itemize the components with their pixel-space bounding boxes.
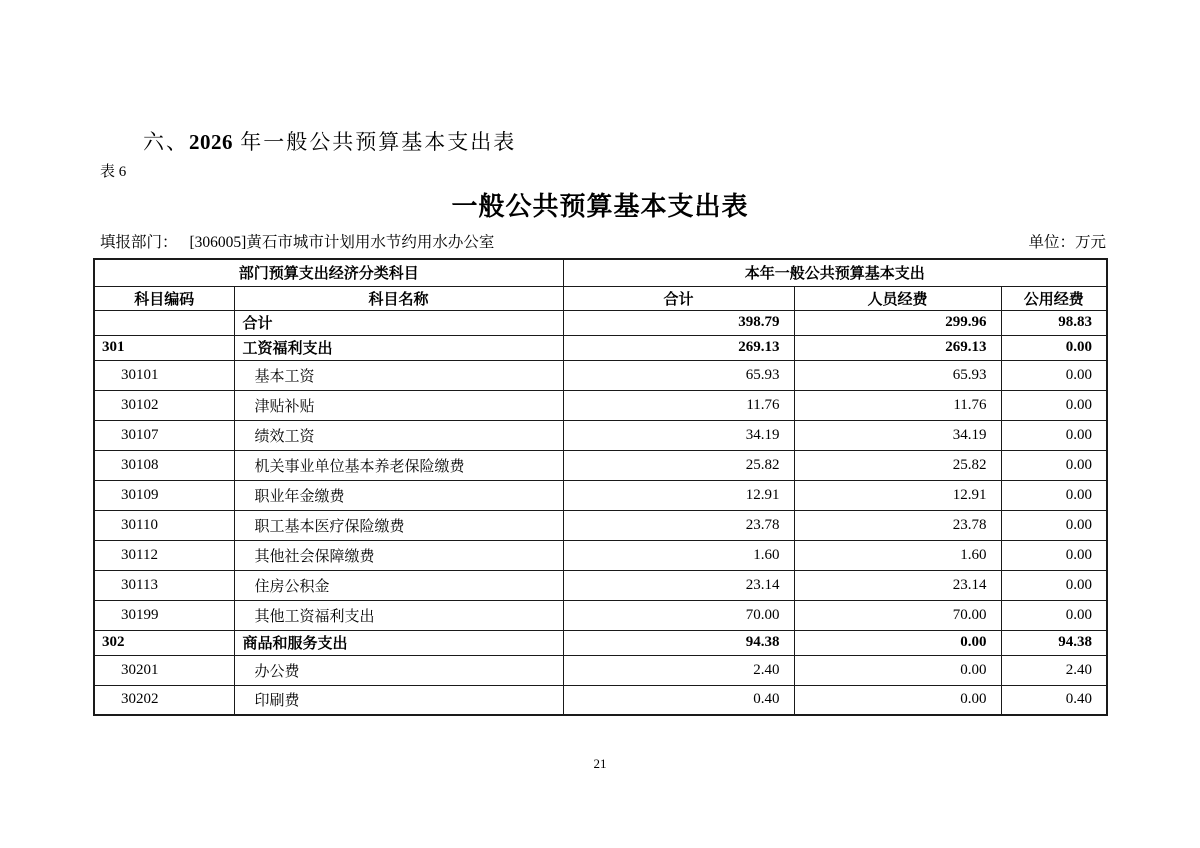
table-row [94, 310, 1107, 335]
subject-code-cell: 30113 [94, 570, 234, 600]
table-row [94, 600, 1107, 630]
table-header [94, 259, 1107, 310]
total-amount-cell: 65.93 [563, 360, 794, 390]
subject-name-cell: 商品和服务支出 [234, 630, 563, 655]
subject-name-cell: 津贴补贴 [234, 390, 563, 420]
public-funds-cell: 94.38 [1001, 630, 1107, 655]
total-amount-cell: 269.13 [563, 335, 794, 360]
subject-name-cell: 机关事业单位基本养老保险缴费 [234, 450, 563, 480]
personnel-funds-cell: 269.13 [794, 335, 1001, 360]
subject-code-cell: 30107 [94, 420, 234, 450]
table-number-label: 表 6 [100, 164, 127, 180]
table-row [94, 510, 1107, 540]
total-amount-cell: 34.19 [563, 420, 794, 450]
public-funds-cell: 0.00 [1001, 510, 1107, 540]
subject-code-cell: 30108 [94, 450, 234, 480]
column-header-public: 公用经费 [1001, 286, 1107, 310]
personnel-funds-cell: 65.93 [794, 360, 1001, 390]
header-columns-row [94, 286, 1107, 310]
table-row [94, 450, 1107, 480]
header-group-classification: 部门预算支出经济分类科目 [94, 259, 563, 286]
subject-name-cell: 印刷费 [234, 685, 563, 715]
personnel-funds-cell: 25.82 [794, 450, 1001, 480]
subject-code-cell: 30101 [94, 360, 234, 390]
public-funds-cell: 0.00 [1001, 570, 1107, 600]
subject-code-cell: 30112 [94, 540, 234, 570]
personnel-funds-cell: 0.00 [794, 685, 1001, 715]
public-funds-cell: 0.00 [1001, 600, 1107, 630]
personnel-funds-cell: 23.78 [794, 510, 1001, 540]
subject-name-cell: 绩效工资 [234, 420, 563, 450]
personnel-funds-cell: 11.76 [794, 390, 1001, 420]
section-title-prefix: 六、 [143, 130, 189, 154]
table-row [94, 480, 1107, 510]
budget-table [93, 258, 1108, 716]
total-amount-cell: 0.40 [563, 685, 794, 715]
public-funds-cell: 0.00 [1001, 450, 1107, 480]
subject-name-cell: 基本工资 [234, 360, 563, 390]
reporting-department-label: 填报部门： [100, 234, 178, 251]
subject-name-cell: 合计 [234, 310, 563, 335]
total-amount-cell: 23.78 [563, 510, 794, 540]
table-row [94, 685, 1107, 715]
subject-code-cell: 30109 [94, 480, 234, 510]
section-title-suffix: 年一般公共预算基本支出表 [233, 130, 517, 154]
main-title: 一般公共预算基本支出表 [451, 192, 749, 221]
total-amount-cell: 11.76 [563, 390, 794, 420]
subject-code-cell: 30199 [94, 600, 234, 630]
total-amount-cell: 2.40 [563, 655, 794, 685]
subject-code-cell: 30202 [94, 685, 234, 715]
total-amount-cell: 70.00 [563, 600, 794, 630]
public-funds-cell: 2.40 [1001, 655, 1107, 685]
total-amount-cell: 23.14 [563, 570, 794, 600]
public-funds-cell: 0.00 [1001, 390, 1107, 420]
section-title [143, 126, 516, 156]
column-header-total: 合计 [563, 286, 794, 310]
reporting-department-value: [306005]黄石市城市计划用水节约用水办公室 [189, 234, 495, 251]
subject-code-cell: 30102 [94, 390, 234, 420]
table-row [94, 655, 1107, 685]
personnel-funds-cell: 70.00 [794, 600, 1001, 630]
total-amount-cell: 398.79 [563, 310, 794, 335]
subject-code-cell: 302 [94, 630, 234, 655]
table-row [94, 390, 1107, 420]
subject-code-cell [94, 310, 234, 335]
personnel-funds-cell: 0.00 [794, 655, 1001, 685]
table-row [94, 360, 1107, 390]
public-funds-cell: 0.40 [1001, 685, 1107, 715]
subject-name-cell: 职业年金缴费 [234, 480, 563, 510]
personnel-funds-cell: 34.19 [794, 420, 1001, 450]
table-info-line [100, 230, 1106, 252]
column-header-name: 科目名称 [234, 286, 563, 310]
section-title-year: 2026 [189, 130, 233, 154]
table-row [94, 570, 1107, 600]
table-row [94, 420, 1107, 450]
header-group-expenditure: 本年一般公共预算基本支出 [563, 259, 1107, 286]
header-group-row [94, 259, 1107, 286]
subject-name-cell: 住房公积金 [234, 570, 563, 600]
table-row [94, 630, 1107, 655]
public-funds-cell: 0.00 [1001, 335, 1107, 360]
table-row [94, 335, 1107, 360]
subject-name-cell: 其他社会保障缴费 [234, 540, 563, 570]
public-funds-cell: 98.83 [1001, 310, 1107, 335]
personnel-funds-cell: 23.14 [794, 570, 1001, 600]
personnel-funds-cell: 12.91 [794, 480, 1001, 510]
total-amount-cell: 25.82 [563, 450, 794, 480]
reporting-department [100, 230, 494, 252]
table-body [94, 310, 1107, 715]
personnel-funds-cell: 1.60 [794, 540, 1001, 570]
public-funds-cell: 0.00 [1001, 360, 1107, 390]
table-row [94, 540, 1107, 570]
personnel-funds-cell: 299.96 [794, 310, 1001, 335]
subject-name-cell: 办公费 [234, 655, 563, 685]
total-amount-cell: 94.38 [563, 630, 794, 655]
public-funds-cell: 0.00 [1001, 480, 1107, 510]
page-number: 21 [593, 756, 607, 771]
subject-code-cell: 301 [94, 335, 234, 360]
public-funds-cell: 0.00 [1001, 540, 1107, 570]
subject-name-cell: 职工基本医疗保险缴费 [234, 510, 563, 540]
unit-label: 单位：万元 [1028, 234, 1106, 251]
subject-name-cell: 其他工资福利支出 [234, 600, 563, 630]
subject-name-cell: 工资福利支出 [234, 335, 563, 360]
total-amount-cell: 1.60 [563, 540, 794, 570]
total-amount-cell: 12.91 [563, 480, 794, 510]
personnel-funds-cell: 0.00 [794, 630, 1001, 655]
subject-code-cell: 30110 [94, 510, 234, 540]
subject-code-cell: 30201 [94, 655, 234, 685]
public-funds-cell: 0.00 [1001, 420, 1107, 450]
column-header-personnel: 人员经费 [794, 286, 1001, 310]
column-header-code: 科目编码 [94, 286, 234, 310]
